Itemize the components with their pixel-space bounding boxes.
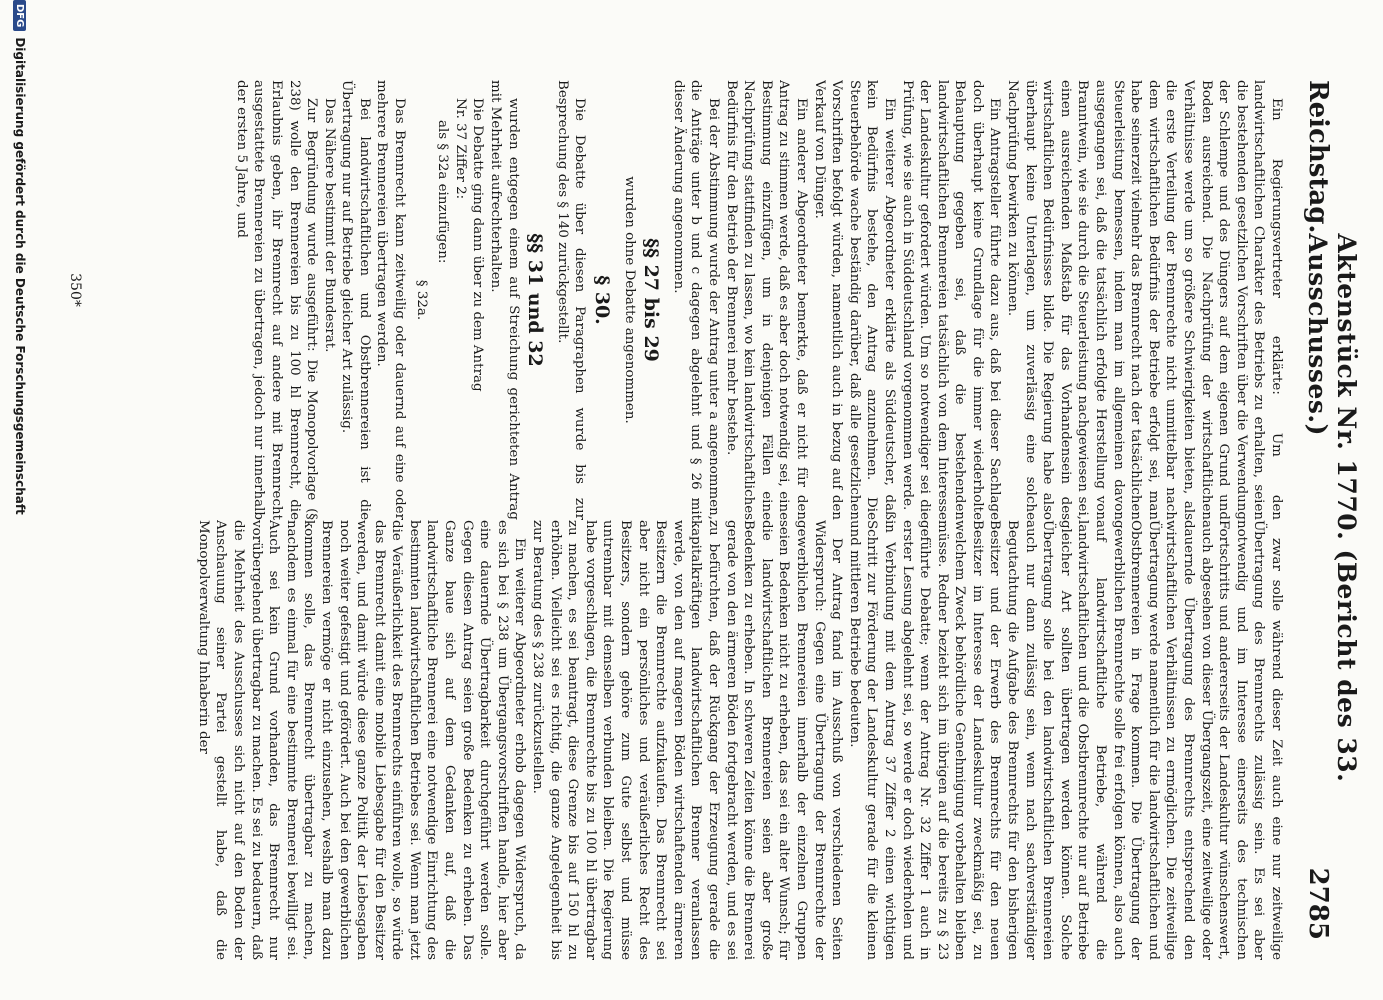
paragraph: § 32a. bbox=[413, 279, 429, 321]
paragraph: Zur Begründung wurde ausgeführt: Die Monopolvorlage (§ 238) wolle den Brennereien bis zu 100 hl Brennrecht, die Erlaubnis geben, ihr Brennrecht auf andere mit Brennrecht ausgestattete Brennereien zu übertragen, jedoch nur innerhalb der ersten 5 Jahre, und bbox=[233, 80, 320, 520]
paragraph: Bei landwirtschaftlichen und Obstbrennereien ist die Übertragung nur auf Betriebe gleicher Art zulässig. bbox=[339, 80, 372, 520]
paragraph: Ein weiterer Abgeordneter erklärte als Süddeutscher, daß kein Bedürfnis bestehe, den Antrag anzunehmen. Die Steuerbehörde wache beständig darüber, daß alle gesetzlichen Vorschriften befolgt würden, namentlich auch in bezug auf den Verkauf von Dünger. bbox=[811, 80, 897, 520]
paragraph: Die Debatte über diesen Paragraphen wurde bis zur Besprechung des § 140 zurückgestellt. bbox=[554, 80, 588, 520]
paragraph: Das Nähere bestimmt der Bundesrat. bbox=[321, 98, 337, 353]
paragraph: Ein weiterer Abgeordneter erhob dagegen Widerspruch, da es sich bei § 238 um Übergangsvorschriften handle, hier aber eine dauernde Übertragbarkeit durchgeführt werden solle. Gegen diesen Antrag seien große Bedenken zu erheben. Das Ganze baue sich auf dem Gedanken auf, daß die landwirtschaftliche Brennerei eine notwendige Einrichtung des bestimmten landwirtschaftlichen Betriebes sei. Wenn man jetzt die Veräußerlichkeit des Brennrechts einführen wolle, so würde das Brennrecht damit eine mobile Liebesgabe für den Besitzer werden, und damit würde diese ganze Politik der Liebesgaben noch weiter gefestigt und gefördert. Auch bei den gewerblichen Brennereien vermöge er nicht einzusehen, weshalb man dazu kommen solle, das Brennrecht übertragbar zu machen, nachdem es einmal für eine bestimmte Brennerei bewilligt sei. Auch sei kein Grund vorhanden, das Brennrecht nur vorübergehend übertragbar zu machen. Es sei zu bedauern, daß die Mehrheit des Ausschusses sich nicht auf den Boden der Anschauung seiner Partei gestellt habe, daß die Monopolverwaltung Inhaberin der bbox=[195, 520, 528, 960]
right-column bbox=[125, 520, 1285, 960]
paragraph: wurden entgegen einem auf Streichung gerichteten Antrag mit Mehrheit aufrechterhalten. bbox=[488, 80, 521, 520]
paragraph: Bei der Abstimmung wurde der Antrag unter a angenommen, die Anträge unter b und c dagegen abgelehnt und § 26 mit dieser Änderung angenommen. bbox=[670, 80, 721, 520]
header-title: Aktenstück Nr. 1770. (Bericht des 33. Ausschusses.) bbox=[1303, 233, 1361, 783]
paragraph: wurden ohne Debatte angenommen. bbox=[621, 176, 637, 424]
sheet-signature: 350* bbox=[67, 273, 83, 307]
paragraph: als § 32a einzufügen: bbox=[435, 120, 451, 264]
paragraph: Der Antrag fand im Ausschuß von verschiedenen Seiten Widerspruch: Gegen eine Übertragung der Brennrechte der gewerblichen Brennereien innerhalb der einzelnen Gruppen seien Bedenken nicht zu erheben, das sei ein alter Wunsch; für die landwirtschaftlichen Brennereien seien aber große Bedenken zu erheben. In schweren Zeiten könne die Brennerei gerade von den ärmeren Böden fortgebracht werden, und es sei zu befürchten, daß der Rückgang der Erzeugung gerade die kapitalkräftigen landwirtschaftlichen Brenner veranlassen werde, von den auf mageren Böden wirtschaftenden ärmeren Besitzern die Brennrechte aufzukaufen. Das Brennrecht sei aber nicht ein persönliches und veräußerliches Recht des Besitzers, sondern gehöre zum Gute selbst und müsse untrennbar mit demselben verbunden bleiben. Die Regierung habe vorgeschlagen, die Brennrechte bis zu 100 hl übertragbar zu machen, es sei beantragt, diese Grenze bis auf 150 hl zu erhöhen. Vielleicht sei es richtig, die ganze Angelegenheit bis zur Beratung des § 238 zurückzustellen. bbox=[530, 520, 845, 960]
page-header bbox=[1303, 80, 1361, 940]
page-number: 2785 bbox=[1303, 867, 1333, 940]
section-heading: §§ 31 und 32 bbox=[524, 233, 547, 367]
dfg-logo: DFG bbox=[14, 0, 27, 31]
left-column bbox=[125, 80, 1285, 520]
paragraph: Ein Regierungsvertreter erklärte: Um den landwirtschaftlichen Charakter des Betriebs zu erhalten, seien die bestehenden gesetzlichen Vorschriften über die Verwendung der Schlempe und des Düngers auf dem eigenen Grund und Boden ausreichend. Die Nachprüfung der wirtschaftlichen Verhältnisse werde um so größere Schwierigkeiten bieten, als die erste Verteilung der Brennrechte nicht unmittelbar nach dem wirtschaftlichen Bedürfnis der Betriebe erfolgt sei, man habe seinerzeit vielmehr das Brennrecht nach der tatsächlichen Steuerleistung bemessen, indem man im allgemeinen davon ausgegangen sei, daß die tatsächlich erfolgte Herstellung von Branntwein, wie sie durch die Steuerleistung nachgewiesen sei, einen ausreichenden Maßstab für das Vorhandensein des wirtschaftlichen Bedürfnisses bilde. Die Regierung habe also überhaupt keine Unterlagen, um zuverlässig eine solche Nachprüfung bewirken zu können. bbox=[1005, 80, 1284, 520]
paragraph: Ein anderer Abgeordneter bemerkte, daß er nicht für den Antrag zu stimmen werde, daß es aber doch notwendig sei, eine Bestimmung einzufügen, um in denjenigen Fällen eine Nachprüfung stattfinden zu lassen, wo kein landwirtschaftliches Bedürfnis für den Betrieb der Brennerei mehr bestehe. bbox=[723, 80, 809, 520]
paragraph: Das Brennrecht kann zeitweilig oder dauernd auf eine oder mehrere Brennereien übertragen werden. bbox=[374, 80, 408, 520]
paragraph: zwar solle während dieser Zeit auch eine nur zeitweilige Übertragung des Brennrechts zulässig sein. Es sei aber notwendig und im Interesse einerseits des technischen Fortschritts und andererseits der Landeskultur wünschenswert, auch abgesehen von dieser Übergangszeit, eine zeitweilige oder dauernde Übertragung des Brennrechts entsprechend den wirtschaftlichen Verhältnissen zu ermöglichen. Die zeitweilige Übertragung werde namentlich für die landwirtschaftlichen und Obstbrennereien in Frage kommen. Die Übertragung der gewerblichen Brennrechte solle frei erfolgen können, also auch auf landwirtschaftliche Betriebe, während die landwirtschaftlichen und die Obstbrennrechte nur auf Betriebe gleicher Art sollten übertragen werden können. Solche Übertragung solle bei den landwirtschaftlichen Brennereien auch nur dann zulässig sein, wenn nach sachverständiger Begutachtung die Aufgabe des Brennrechts für den bisherigen Besitzer und der Erwerb des Brennrechts für den neuen Besitzer im Interesse der Landeskultur zweckmäßig sei, zu welchem Zweck behördliche Genehmigung vorbehalten bleiben müsse. Redner bezieht sich im übrigen auf die bereits zu § 23 geführte Debatte; wenn der Antrag Nr. 32 Ziffer 1 auch in erster Lesung abgelehnt sei, so werde er doch wiederholen und in Verbindung mit dem Antrag 37 Ziffer 2 einen wichtigen Schritt zur Förderung der Landeskultur gerade für die kleinen und mittleren Betriebe bedeuten. bbox=[846, 520, 1284, 960]
dfg-credit bbox=[9, 0, 31, 1000]
section-heading: § 30. bbox=[591, 275, 614, 325]
section-heading: §§ 27 bis 29 bbox=[640, 238, 663, 362]
paragraph: Ein Antragsteller führte dazu aus, daß bei dieser Sachlage doch überhaupt keine Grundlage für die immer wiederholte Behauptung gegeben sei, daß die bestehenden landwirtschaftlichen Brennereien tatsächlich von dem Interesse der Landeskultur gefordert würden. Um so notwendiger sei die Prüfung, wie sie auch in Süddeutschland vorgenommen werde. bbox=[899, 80, 1003, 520]
header-left: Reichstag. bbox=[1303, 80, 1333, 234]
paragraph: Die Debatte ging dann über zu dem Antrag bbox=[470, 98, 486, 392]
dfg-credit-text: Digitalisierung gefördert durch die Deutsche Forschungsgemeinschaft bbox=[13, 37, 27, 515]
paragraph: Nr. 37 Ziffer 2: bbox=[452, 98, 468, 200]
